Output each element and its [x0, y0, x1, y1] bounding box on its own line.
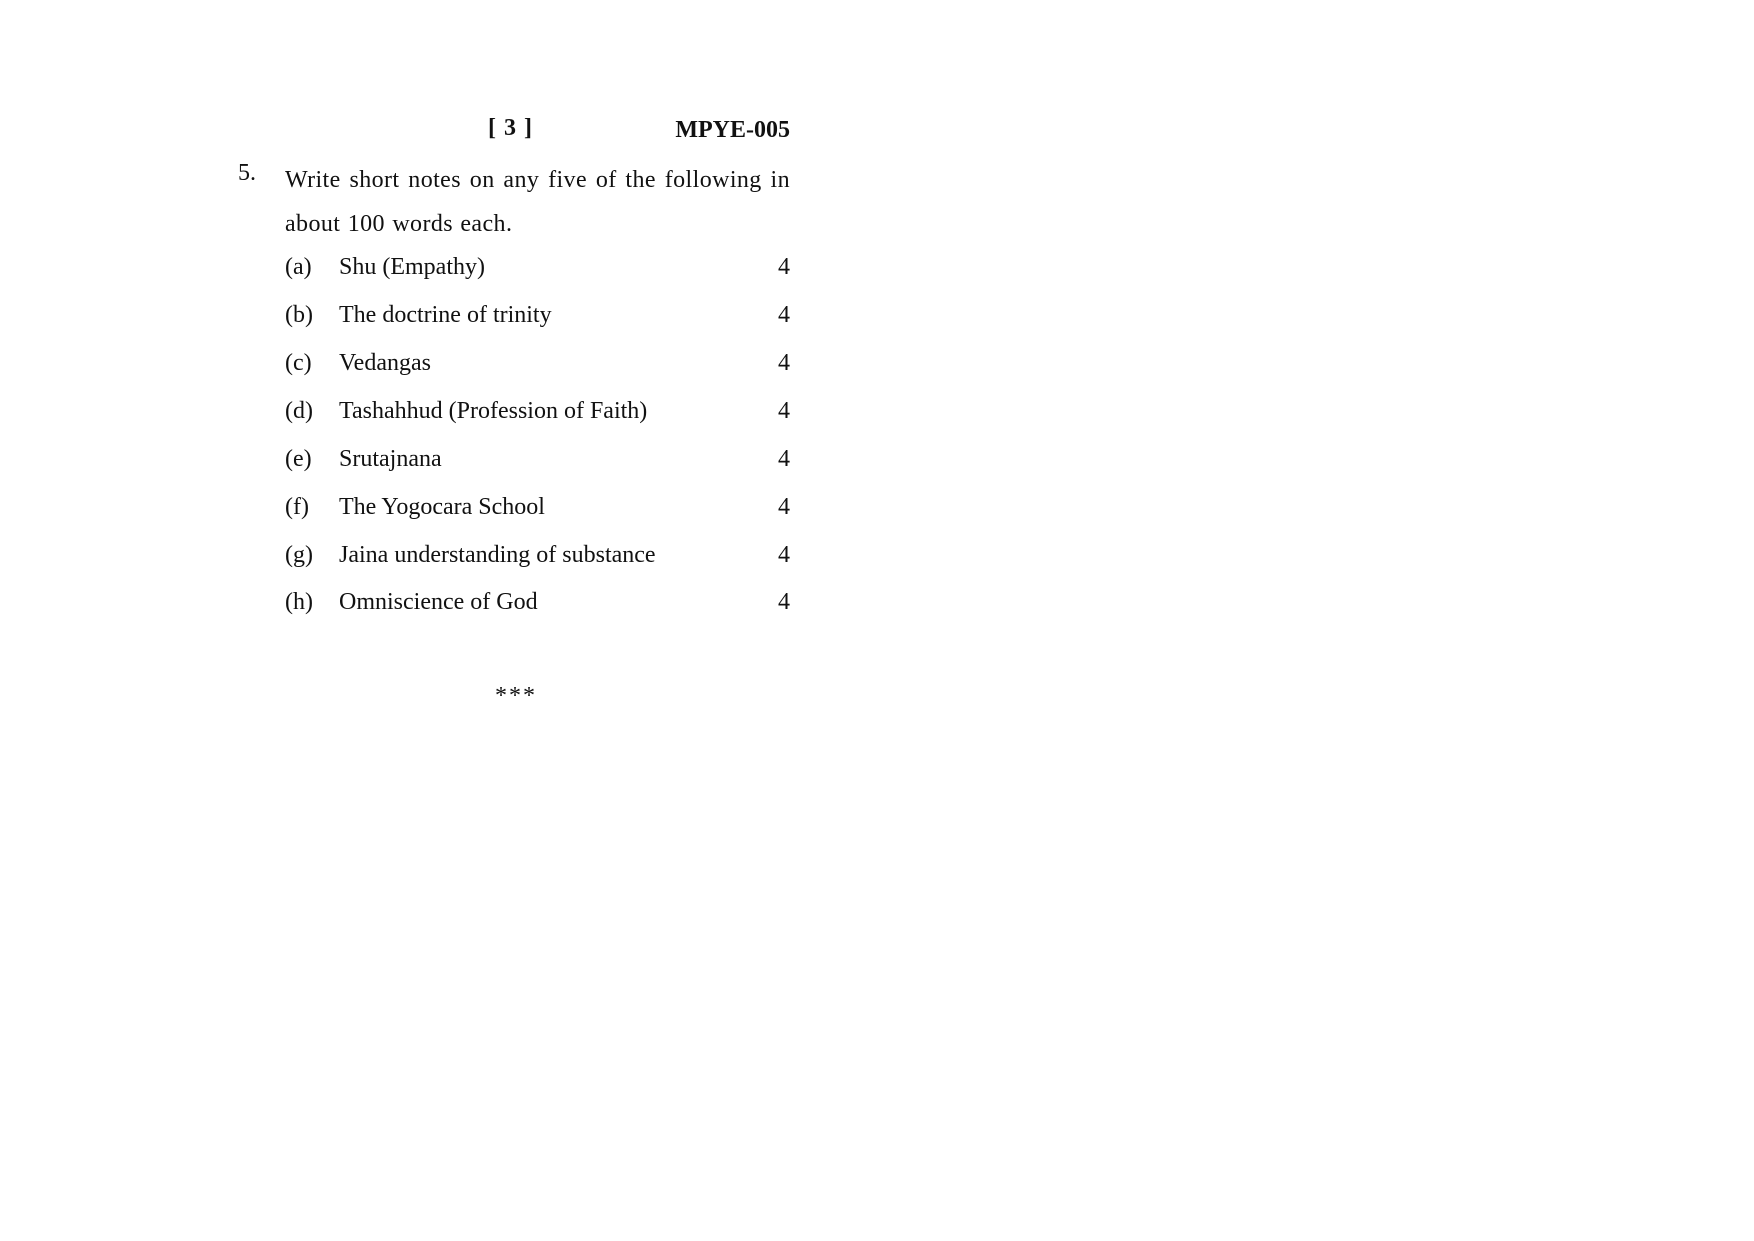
sub-question-marks: 4 [778, 350, 790, 376]
sub-question-marks: 4 [778, 398, 790, 424]
sub-question-c [285, 350, 790, 380]
question-number: 5. [238, 160, 256, 186]
sub-question-text: Srutajnana [339, 446, 442, 472]
sub-question-text: The Yogocara School [339, 494, 545, 520]
end-of-paper-marker: *** [495, 683, 537, 709]
sub-question-marks: 4 [778, 446, 790, 472]
sub-question-marks: 4 [778, 542, 790, 568]
sub-question-text: Shu (Empathy) [339, 254, 485, 280]
sub-question-text: Omniscience of God [339, 589, 538, 615]
sub-question-g [285, 542, 790, 572]
sub-question-letter: (c) [285, 350, 312, 376]
sub-question-letter: (h) [285, 589, 313, 615]
sub-question-letter: (b) [285, 302, 313, 328]
page-number: [ 3 ] [488, 115, 533, 141]
sub-question-d [285, 398, 790, 428]
sub-question-text: The doctrine of trinity [339, 302, 552, 328]
sub-question-marks: 4 [778, 589, 790, 615]
sub-question-marks: 4 [778, 254, 790, 280]
sub-question-h [285, 589, 790, 619]
sub-question-a [285, 254, 790, 284]
sub-question-f [285, 494, 790, 524]
sub-question-letter: (a) [285, 254, 312, 280]
paper-code: MPYE-005 [675, 117, 790, 143]
question-text: Write short notes on any five of the following in about 100 words each. [285, 167, 790, 237]
sub-question-e [285, 446, 790, 476]
sub-question-letter: (d) [285, 398, 313, 424]
sub-question-text: Jaina understanding of substance [339, 542, 656, 568]
sub-question-letter: (e) [285, 446, 312, 472]
sub-question-text: Vedangas [339, 350, 431, 376]
sub-question-marks: 4 [778, 302, 790, 328]
sub-question-b [285, 302, 790, 332]
sub-question-marks: 4 [778, 494, 790, 520]
sub-question-text: Tashahhud (Profession of Faith) [339, 398, 648, 424]
sub-question-letter: (g) [285, 542, 313, 568]
sub-question-letter: (f) [285, 494, 309, 520]
